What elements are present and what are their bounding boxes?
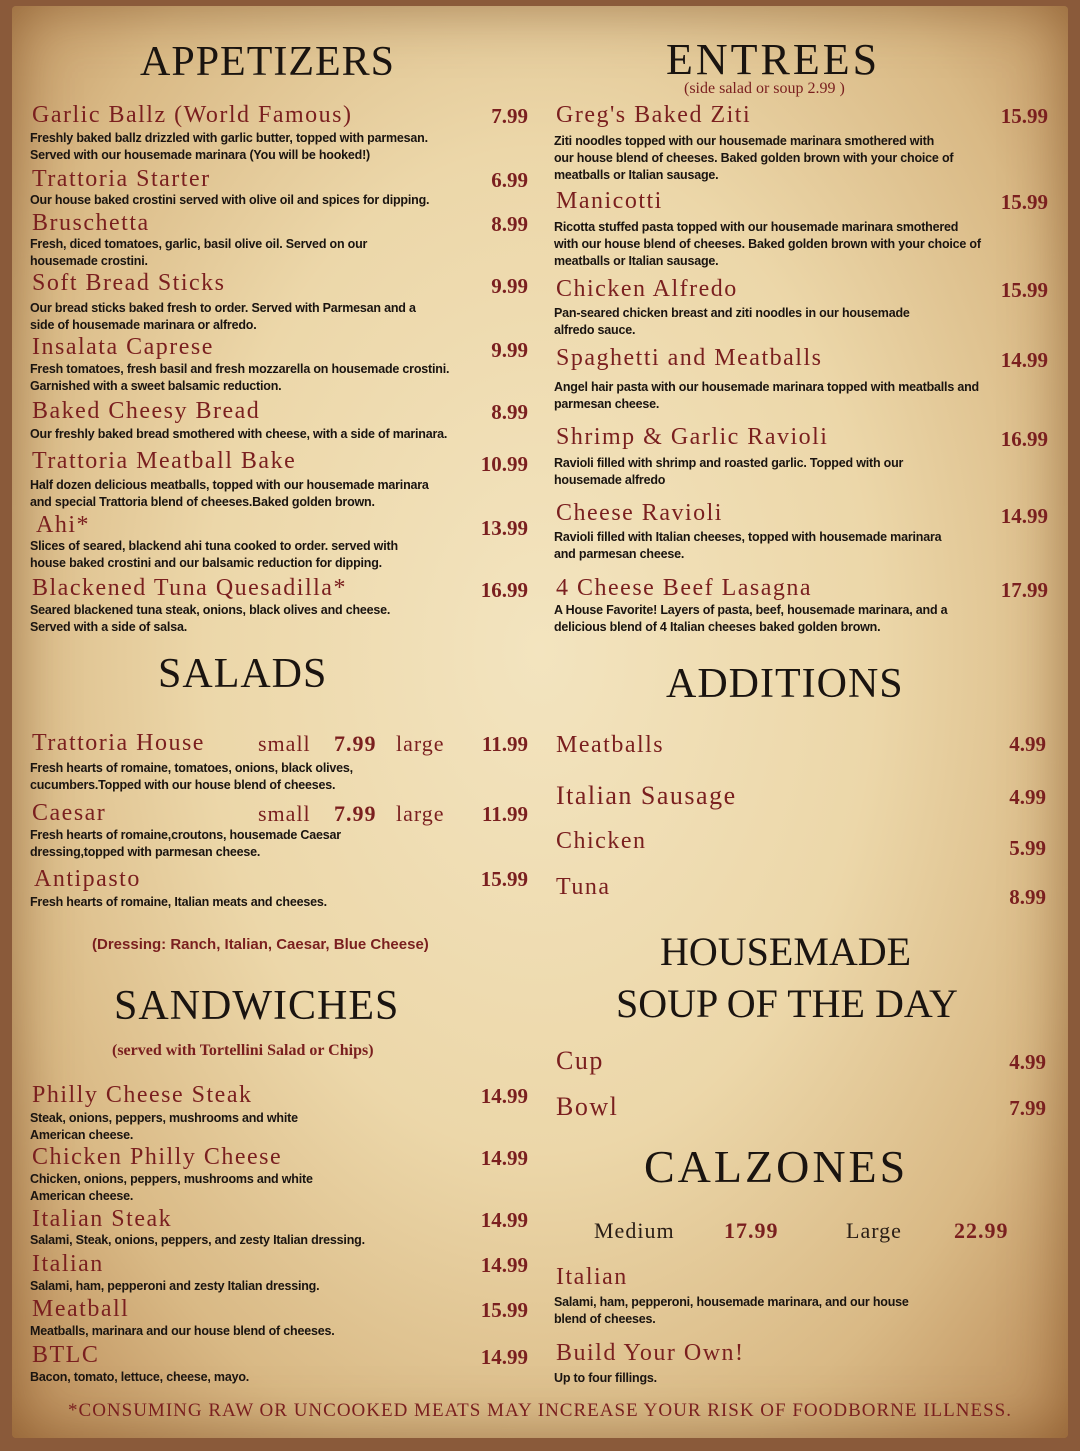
menu-item-desc: Ravioli filled with Italian cheeses, topped with housemade marinara and parmesan cheese.	[554, 530, 942, 561]
soup-name: Bowl	[556, 1092, 619, 1121]
addition-name: Chicken	[556, 828, 647, 854]
menu-item-price: 14.99	[480, 1345, 528, 1369]
menu-item-name: Garlic Ballz (World Famous)	[32, 102, 353, 128]
calzone-large-label: Large	[846, 1218, 902, 1243]
foodborne-warning: *CONSUMING RAW OR UNCOOKED MEATS MAY INCREASE YOUR RISK OF FOODBORNE ILLNESS.	[68, 1400, 1012, 1421]
sandwiches-heading: SANDWICHES	[114, 983, 400, 1029]
menu-item-desc: Chicken, onions, peppers, mushrooms and white American cheese.	[30, 1172, 313, 1203]
addition-name: Tuna	[556, 874, 611, 900]
menu-item-desc: Our freshly baked bread smothered with cheese, with a side of marinara.	[30, 427, 448, 441]
menu-item-price: 14.99	[480, 1253, 528, 1277]
menu-item-price: 14.99	[1000, 348, 1048, 372]
menu-item-name: Trattoria Meatball Bake	[32, 448, 297, 474]
menu-item-desc: Freshly baked ballz drizzled with garlic butter, topped with parmesan. Served with our housemade marinara (You will be hooked!)	[30, 131, 428, 162]
soup-heading-line2: SOUP OF THE DAY	[616, 981, 958, 1026]
menu-item-price: 8.99	[491, 212, 528, 236]
menu-item-desc: Ziti noodles topped with our housemade marinara smothered with our house blend of cheeses. Baked golden brown with your choice of meatballs or Italian sausage.	[554, 134, 954, 182]
salad-small-price: 7.99	[334, 801, 377, 826]
menu-item-name: Shrimp & Garlic Ravioli	[556, 424, 829, 450]
menu-item-desc: Ricotta stuffed pasta topped with our housemade marinara smothered with our house blend of cheeses. Baked golden brown with your choice of meatballs or Italian sausage.	[554, 220, 981, 268]
menu-item-name: Trattoria House	[32, 730, 205, 756]
addition-name: Meatballs	[556, 732, 665, 758]
calzone-medium-label: Medium	[594, 1218, 675, 1243]
soup-price: 4.99	[1009, 1050, 1046, 1074]
menu-item-desc: Half dozen delicious meatballs, topped with our housemade marinara and special Trattoria blend of cheeses.Baked golden brown.	[30, 478, 429, 509]
menu-item-desc: Salami, Steak, onions, peppers, and zesty Italian dressing.	[30, 1233, 365, 1247]
menu-item-price: 13.99	[480, 516, 528, 540]
calzone-name: Build Your Own!	[556, 1340, 745, 1366]
dressing-options: (Dressing: Ranch, Italian, Caesar, Blue Cheese)	[92, 936, 429, 953]
menu-item-name: Italian Steak	[32, 1206, 173, 1232]
menu-item-price: 15.99	[1000, 104, 1048, 128]
menu-item-desc: Meatballs, marinara and our house blend of cheeses.	[30, 1324, 335, 1338]
menu-item-desc: Steak, onions, peppers, mushrooms and white American cheese.	[30, 1111, 298, 1142]
addition-price: 4.99	[1009, 732, 1046, 756]
menu-item-price: 8.99	[491, 400, 528, 424]
sandwiches-subheading: (served with Tortellini Salad or Chips)	[112, 1042, 374, 1059]
appetizers-heading: APPETIZERS	[140, 39, 396, 85]
salads-heading: SALADS	[158, 651, 328, 697]
soup-name: Cup	[556, 1046, 604, 1075]
menu-item-name: Chicken Philly Cheese	[32, 1144, 283, 1170]
addition-price: 5.99	[1009, 836, 1046, 860]
calzone-large-price: 22.99	[954, 1218, 1009, 1243]
calzone-desc: Salami, ham, pepperoni, housemade marinara, and our house blend of cheeses.	[554, 1295, 909, 1326]
soup-heading-line1: HOUSEMADE	[660, 929, 912, 974]
addition-price: 8.99	[1009, 885, 1046, 909]
menu-item-name: Antipasto	[34, 866, 141, 892]
menu-item-name: Insalata Caprese	[32, 334, 214, 360]
menu-item-name: Blackened Tuna Quesadilla*	[32, 575, 347, 601]
menu-item-name: Trattoria Starter	[32, 166, 211, 192]
menu-item-desc: Fresh hearts of romaine,croutons, housemade Caesar dressing,topped with parmesan cheese.	[30, 828, 341, 859]
menu-item-desc: Fresh tomatoes, fresh basil and fresh mozzarella on housemade crostini. Garnished with a sweet balsamic reduction.	[30, 362, 450, 393]
menu-item-name: Caesar	[32, 800, 107, 826]
menu-item-name: Soft Bread Sticks	[32, 270, 226, 296]
additions-heading: ADDITIONS	[666, 661, 904, 707]
menu-item-price: 17.99	[1000, 578, 1048, 602]
menu-item-price: 14.99	[480, 1084, 528, 1108]
menu-item-price: 15.99	[480, 867, 528, 891]
menu-item-desc: Fresh hearts of romaine, Italian meats and cheeses.	[30, 895, 327, 909]
menu-item-desc: Fresh, diced tomatoes, garlic, basil olive oil. Served on our housemade crostini.	[30, 237, 368, 268]
menu-item-price: 10.99	[480, 452, 528, 476]
menu-item-desc: Angel hair pasta with our housemade marinara topped with meatballs and parmesan cheese.	[554, 380, 979, 411]
salad-small-label: small	[258, 731, 311, 756]
menu-item-desc: A House Favorite! Layers of pasta, beef, housemade marinara, and a delicious blend of 4 Italian cheeses baked golden brown.	[554, 603, 948, 634]
salad-large-label: large	[396, 801, 445, 826]
entrees-subheading: (side salad or soup 2.99 )	[684, 80, 845, 97]
menu-item-desc: Fresh hearts of romaine, tomatoes, onions, black olives, cucumbers.Topped with our house blend of cheeses.	[30, 761, 353, 792]
salad-small-label: small	[258, 801, 311, 826]
salad-large-price: 11.99	[481, 732, 528, 756]
menu-item-price: 16.99	[480, 578, 528, 602]
menu-item-price: 14.99	[480, 1146, 528, 1170]
calzone-desc: Up to four fillings.	[554, 1371, 657, 1385]
menu-item-name: Baked Cheesy Bread	[32, 398, 261, 424]
menu-item-name: BTLC	[32, 1342, 100, 1368]
calzone-medium-price: 17.99	[724, 1218, 779, 1243]
salad-large-price: 11.99	[481, 802, 528, 826]
calzones-heading: CALZONES	[644, 1141, 909, 1192]
menu-item-desc: Salami, ham, pepperoni and zesty Italian dressing.	[30, 1279, 320, 1293]
menu-item-name: Philly Cheese Steak	[32, 1082, 253, 1108]
menu-item-price: 6.99	[491, 168, 528, 192]
menu-item-price: 9.99	[491, 274, 528, 298]
menu-item-desc: Bacon, tomato, lettuce, cheese, mayo.	[30, 1370, 250, 1384]
menu-item-price: 15.99	[1000, 278, 1048, 302]
menu-item-desc: Pan-seared chicken breast and ziti noodles in our housemade alfredo sauce.	[554, 306, 910, 337]
menu-item-name: 4 Cheese Beef Lasagna	[556, 575, 813, 601]
menu-item-price: 15.99	[1000, 190, 1048, 214]
menu-item-desc: Seared blackened tuna steak, onions, black olives and cheese. Served with a side of salsa.	[30, 603, 391, 634]
menu-item-desc: Slices of seared, blackend ahi tuna cooked to order. served with house baked crostini and our balsamic reduction for dipping.	[30, 539, 398, 570]
entrees-heading: ENTREES	[666, 35, 881, 84]
menu-item-desc: Ravioli filled with shrimp and roasted garlic. Topped with our housemade alfredo	[554, 456, 904, 487]
salad-large-label: large	[396, 731, 445, 756]
menu-item-price: 14.99	[480, 1208, 528, 1232]
menu-item-desc: Our bread sticks baked fresh to order. Served with Parmesan and a side of housemade marinara or alfredo.	[30, 301, 416, 332]
menu-item-price: 7.99	[491, 104, 528, 128]
menu-item-name: Cheese Ravioli	[556, 500, 723, 526]
addition-price: 4.99	[1009, 785, 1046, 809]
menu-item-name: Meatball	[32, 1296, 130, 1322]
menu-item-name: Bruschetta	[32, 210, 150, 236]
salad-small-price: 7.99	[334, 731, 377, 756]
menu-item-name: Greg's Baked Ziti	[556, 102, 752, 128]
menu-item-price: 9.99	[491, 338, 528, 362]
menu-item-name: Italian	[32, 1251, 104, 1277]
menu-item-name: Chicken Alfredo	[556, 276, 738, 302]
calzone-name: Italian	[556, 1264, 628, 1290]
menu-item-price: 15.99	[480, 1298, 528, 1322]
addition-name: Italian Sausage	[556, 781, 737, 810]
soup-price: 7.99	[1009, 1096, 1046, 1120]
menu-item-price: 16.99	[1000, 427, 1048, 451]
menu-item-desc: Our house baked crostini served with olive oil and spices for dipping.	[30, 193, 430, 207]
menu-item-name: Spaghetti and Meatballs	[556, 345, 823, 371]
menu-item-name: Ahi*	[36, 512, 90, 538]
menu-item-name: Manicotti	[556, 188, 663, 214]
menu-item-price: 14.99	[1000, 504, 1048, 528]
